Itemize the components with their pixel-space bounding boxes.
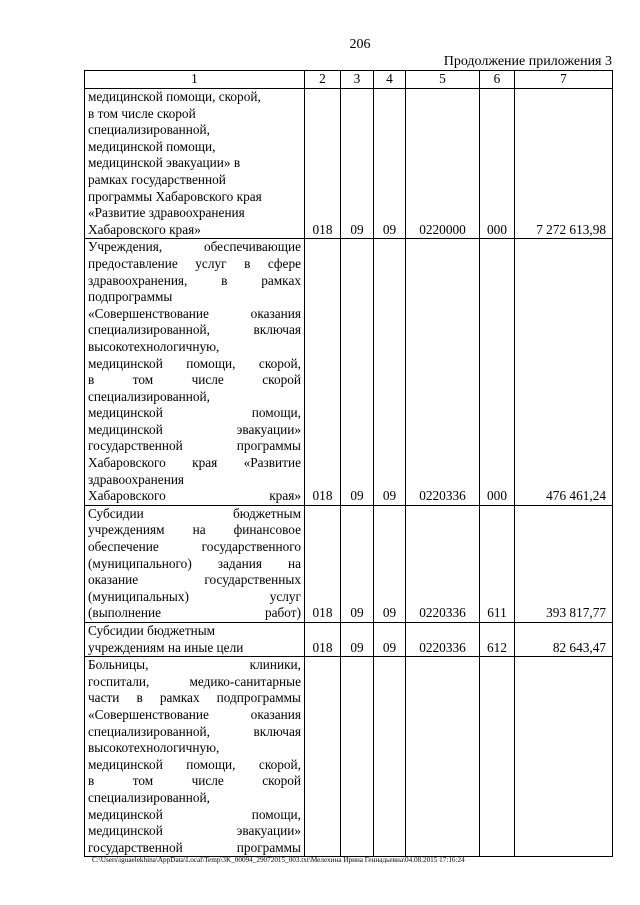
continuation-caption: Продолжение приложения 3 <box>443 54 612 69</box>
cell-expense-type: 000 <box>480 239 515 506</box>
page-number: 206 <box>349 37 371 52</box>
cell-amount: 7 272 613,98 <box>515 89 613 239</box>
cell-subsection: 09 <box>374 89 406 239</box>
table-row <box>85 623 613 657</box>
cell-section: 09 <box>341 89 374 239</box>
cell-target-article: 0220336 <box>406 505 480 622</box>
cell-expense-type: 000 <box>480 89 515 239</box>
cell-ministry <box>305 657 341 857</box>
cell-ministry: 018 <box>305 89 341 239</box>
table-row <box>85 89 613 239</box>
table-row <box>85 657 613 857</box>
cell-expense-type: 612 <box>480 623 515 657</box>
cell-target-article: 0220336 <box>406 239 480 506</box>
cell-expense-type <box>480 657 515 857</box>
column-header: 1 <box>85 71 305 89</box>
column-header: 7 <box>515 71 613 89</box>
column-header: 3 <box>341 71 374 89</box>
cell-target-article <box>406 657 480 857</box>
row-name: Больницы, клиники, госпитали, медико-санитарные части в рамках подпрограммы «Совершенствование оказания специализированной, включая высокотехнологичную, медицинской помощи, скорой, в том числе скорой специализированной, медицинской помощи, медицинской эвакуации» государственной программы <box>85 657 305 857</box>
cell-ministry: 018 <box>305 505 341 622</box>
cell-section: 09 <box>341 505 374 622</box>
cell-section: 09 <box>341 239 374 506</box>
column-header: 6 <box>480 71 515 89</box>
cell-expense-type: 611 <box>480 505 515 622</box>
row-name: Учреждения, обеспечивающие предоставление услуг в сфере здравоохранения, в рамках подпрограммы «Совершенствование оказания специализированной, включая высокотехнологичную, медицинской помощи, скорой, в том числе скорой специализированной, медицинской помощи, медицинской эвакуации» государственной программы Хабаровского края «Развитие здравоохранения Хабаровского края» <box>85 239 305 506</box>
file-path-footer: C:\Users\iguaelekhina\AppData\Local\Temp\3K_00094_29072015_003.txt\Мелехина Ирина Геннадьевна\04.08.2015 17:16:24 <box>92 856 465 864</box>
row-name: медицинской помощи, скорой, в том числе скорой специализированной, медицинской помощи, медицинской эвакуации» в рамках государственной программы Хабаровского края «Развитие здравоохранения Хабаровского края» <box>85 89 305 239</box>
cell-amount <box>515 657 613 857</box>
cell-subsection <box>374 657 406 857</box>
cell-amount: 393 817,77 <box>515 505 613 622</box>
row-name: Субсидии бюджетным учреждениям на иные цели <box>85 623 305 657</box>
column-header: 4 <box>374 71 406 89</box>
table-header-row <box>85 71 613 89</box>
cell-section: 09 <box>341 623 374 657</box>
cell-ministry: 018 <box>305 623 341 657</box>
table-row <box>85 505 613 622</box>
row-name: Субсидии бюджетным учреждениям на финансовое обеспечение государственного (муниципального) задания на оказание государственных (муниципальных) услуг (выполнение работ) <box>85 505 305 622</box>
cell-target-article: 0220000 <box>406 89 480 239</box>
cell-amount: 82 643,47 <box>515 623 613 657</box>
cell-subsection: 09 <box>374 505 406 622</box>
column-header: 5 <box>406 71 480 89</box>
cell-ministry: 018 <box>305 239 341 506</box>
cell-section <box>341 657 374 857</box>
cell-subsection: 09 <box>374 623 406 657</box>
cell-amount: 476 461,24 <box>515 239 613 506</box>
table-row <box>85 239 613 506</box>
cell-target-article: 0220336 <box>406 623 480 657</box>
budget-table <box>84 70 613 857</box>
column-header: 2 <box>305 71 341 89</box>
cell-subsection: 09 <box>374 239 406 506</box>
